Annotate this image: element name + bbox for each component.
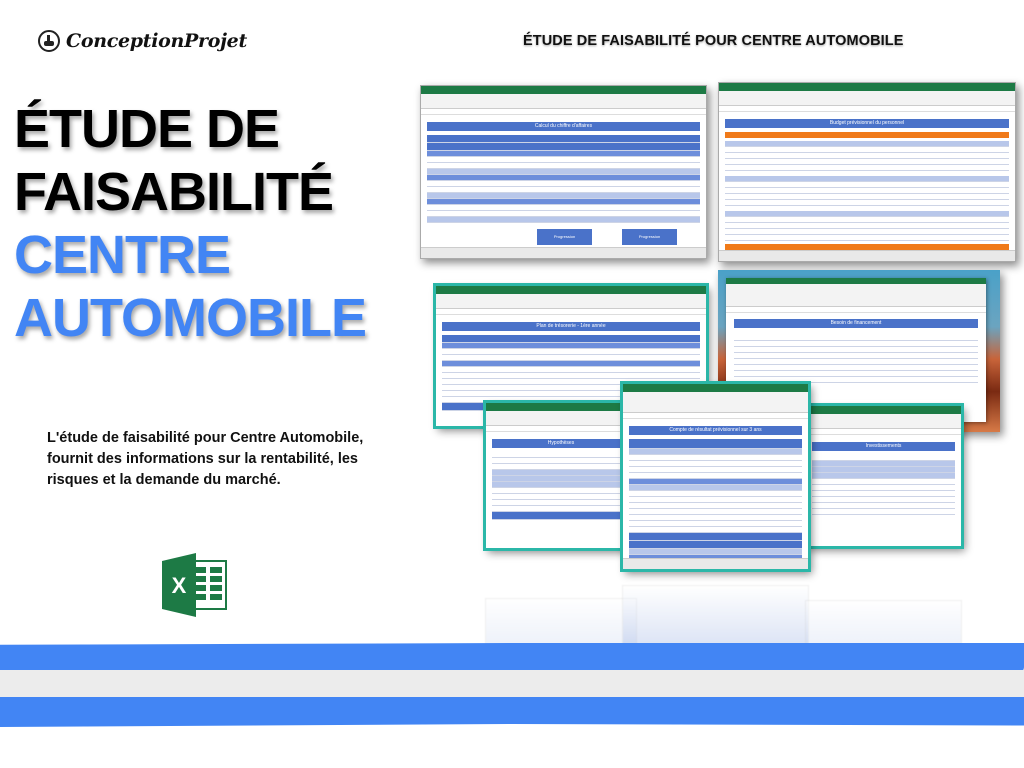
decorative-stripe-blue-top <box>0 643 1024 673</box>
excel-titlebar <box>486 403 636 411</box>
screenshot-compte-resultat[interactable] <box>622 383 809 570</box>
excel-titlebar <box>623 384 808 392</box>
sheet-title: Hypothèses <box>492 439 630 448</box>
sheet-area <box>427 120 700 244</box>
sheet-title: Plan de trésorerie - 1ère année <box>442 322 700 331</box>
formula-bar <box>719 106 1015 112</box>
sheet-tabs[interactable] <box>623 558 808 569</box>
title-line-4: AUTOMOBILE <box>14 288 366 348</box>
excel-icon <box>160 553 230 617</box>
decorative-stripe-blue-bottom <box>0 697 1024 727</box>
brand-name: ConceptionProjet <box>66 30 247 52</box>
excel-titlebar <box>806 406 961 414</box>
sheet-area <box>629 424 802 555</box>
title-line-2: FAISABILITÉ <box>14 162 334 222</box>
formula-bar <box>806 429 961 435</box>
sheet-title: Compte de résultat prévisionnel sur 3 ans <box>629 426 802 435</box>
year-band <box>725 132 1009 138</box>
excel-titlebar <box>436 286 706 294</box>
reflection-investissements <box>805 600 962 645</box>
screenshot-budget-personnel[interactable] <box>718 82 1016 262</box>
formula-bar <box>486 426 636 432</box>
excel-ribbon <box>421 94 706 109</box>
formula-bar <box>436 309 706 315</box>
excel-ribbon <box>486 411 636 426</box>
progression-button[interactable]: Progression <box>537 229 592 245</box>
reflection-compte-resultat <box>622 585 809 645</box>
formula-bar <box>623 413 808 419</box>
excel-ribbon <box>436 294 706 309</box>
brand-logo[interactable] <box>38 30 247 52</box>
screenshot-chiffre-affaires[interactable] <box>420 85 707 259</box>
reflection-hypotheses <box>485 598 637 645</box>
formula-bar <box>421 109 706 115</box>
excel-titlebar <box>421 86 706 94</box>
progression-button[interactable]: Progression <box>622 229 677 245</box>
sheet-area <box>812 440 955 532</box>
excel-ribbon <box>623 392 808 413</box>
sheet-title: Investissements <box>812 442 955 451</box>
sheet-tabs[interactable] <box>719 250 1015 261</box>
description-text: L'étude de faisabilité pour Centre Automobile, fournit des informations sur la rentabilité, les risques et la demande du marché. <box>47 430 364 488</box>
excel-ribbon <box>806 414 961 429</box>
title-line-1: ÉTUDE DE <box>14 99 280 159</box>
sheet-tabs[interactable] <box>421 247 706 258</box>
hand-logo-icon <box>38 30 60 52</box>
excel-titlebar <box>719 83 1015 91</box>
page-subtitle: ÉTUDE DE FAISABILITÉ POUR CENTRE AUTOMOBILE <box>523 33 904 49</box>
svg-text:X: X <box>171 573 187 598</box>
title-line-3: CENTRE <box>14 225 231 285</box>
page-title <box>14 98 366 350</box>
excel-ribbon <box>719 91 1015 106</box>
decorative-stripe-grey <box>0 670 1024 698</box>
sheet-area <box>725 117 1009 247</box>
sheet-title: Calcul du chiffre d'affaires <box>427 122 700 131</box>
screenshot-hypotheses[interactable] <box>485 402 637 549</box>
sheet-title: Budget prévisionnel du personnel <box>725 119 1009 128</box>
excel-ribbon <box>726 284 986 307</box>
screenshot-investissements[interactable] <box>805 405 962 547</box>
sheet-title: Besoin de financement <box>734 319 978 328</box>
sheet-area <box>492 437 630 534</box>
